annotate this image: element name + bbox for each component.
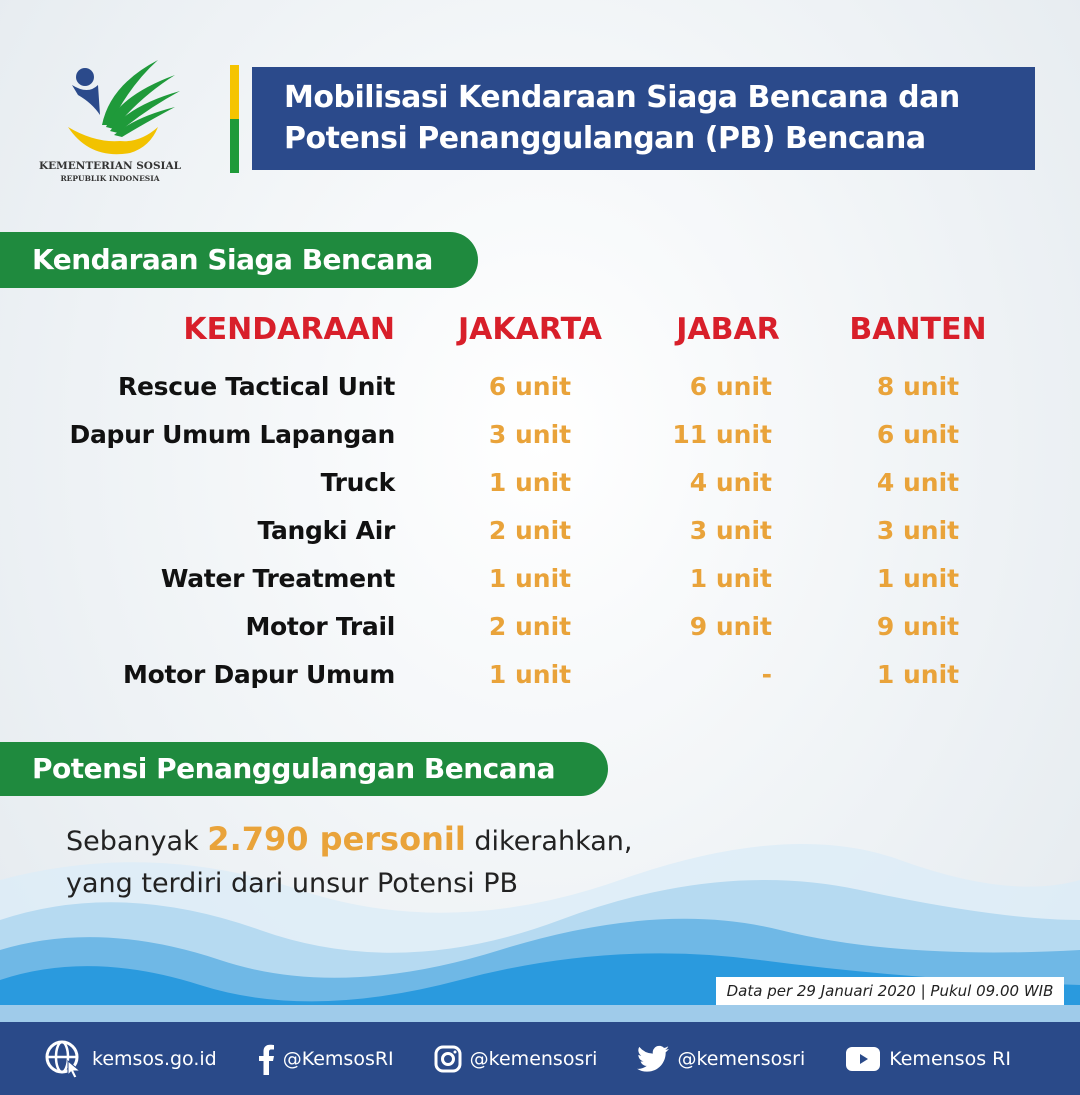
jakarta-value: 2 unit <box>488 612 572 641</box>
facebook-icon <box>257 1043 275 1075</box>
vehicle-name: Tangki Air <box>257 516 395 545</box>
twitter-icon <box>637 1045 669 1073</box>
youtube-icon <box>845 1046 881 1072</box>
jakarta-value: 3 unit <box>488 420 572 449</box>
footer-facebook[interactable] <box>257 1043 394 1075</box>
personnel-summary-line2: yang terdiri dari unsur Potensi PB <box>66 868 519 899</box>
table-row <box>0 612 1080 652</box>
instagram-label: @kemensosri <box>469 1047 598 1070</box>
section-header-potensi: Potensi Penanggulangan Bencana <box>0 742 608 796</box>
jabar-value: 11 unit <box>672 420 772 449</box>
vehicle-name: Dapur Umum Lapangan <box>69 420 395 449</box>
jabar-value: 1 unit <box>689 564 772 593</box>
banten-value: 1 unit <box>876 660 960 689</box>
table-row <box>0 660 1080 700</box>
jakarta-value: 6 unit <box>488 372 572 401</box>
jabar-value: 3 unit <box>689 516 772 545</box>
banten-value: 1 unit <box>876 564 960 593</box>
logo-subname: REPUBLIK INDONESIA <box>60 174 160 183</box>
vehicle-name: Water Treatment <box>160 564 395 593</box>
globe-icon <box>44 1039 84 1079</box>
accent-bar-green <box>230 119 239 173</box>
title-line-1: Mobilisasi Kendaraan Siaga Bencana dan <box>284 80 960 115</box>
banten-value: 6 unit <box>876 420 960 449</box>
footer-band <box>0 1005 1080 1022</box>
instagram-icon <box>434 1045 462 1073</box>
vehicle-name: Truck <box>320 468 395 497</box>
jabar-value: 9 unit <box>689 612 772 641</box>
header-jabar: JABAR <box>676 312 780 347</box>
banten-value: 4 unit <box>876 468 960 497</box>
summary-pre: Sebanyak <box>66 826 208 857</box>
page-title <box>252 67 1035 170</box>
jakarta-value: 2 unit <box>488 516 572 545</box>
header-jakarta: JAKARTA <box>458 312 602 347</box>
vehicle-name: Motor Dapur Umum <box>123 660 395 689</box>
accent-bar-yellow <box>230 65 239 119</box>
data-date-note: Data per 29 Januari 2020 | Pukul 09.00 WIB <box>716 977 1064 1005</box>
twitter-label: @kemensosri <box>677 1047 806 1070</box>
vehicle-name: Rescue Tactical Unit <box>118 372 395 401</box>
website-label: kemsos.go.id <box>92 1047 217 1070</box>
table-row <box>0 564 1080 604</box>
footer <box>0 1022 1080 1095</box>
facebook-label: @KemsosRI <box>282 1047 394 1070</box>
jakarta-value: 1 unit <box>488 468 572 497</box>
table-row <box>0 516 1080 556</box>
table-row <box>0 372 1080 412</box>
logo-name: KEMENTERIAN SOSIAL <box>39 160 181 172</box>
banten-value: 3 unit <box>876 516 960 545</box>
jabar-value: - <box>761 660 772 689</box>
table-row <box>0 420 1080 460</box>
footer-instagram[interactable] <box>434 1045 598 1073</box>
footer-youtube[interactable] <box>845 1046 1011 1072</box>
summary-post: dikerahkan, <box>465 826 633 857</box>
section-header-vehicles: Kendaraan Siaga Bencana <box>0 232 478 288</box>
personnel-count: 2.790 personil <box>207 820 466 858</box>
footer-website[interactable] <box>44 1039 217 1079</box>
personnel-summary <box>66 820 632 858</box>
title-line-2: Potensi Penanggulangan (PB) Bencana <box>284 121 926 156</box>
footer-twitter[interactable] <box>637 1045 805 1073</box>
header-banten: BANTEN <box>849 312 987 347</box>
header-kendaraan: KENDARAAN <box>183 312 395 347</box>
banten-value: 8 unit <box>876 372 960 401</box>
jakarta-value: 1 unit <box>488 564 572 593</box>
jabar-value: 4 unit <box>689 468 772 497</box>
youtube-label: Kemensos RI <box>889 1047 1011 1070</box>
table-row <box>0 468 1080 508</box>
vehicle-name: Motor Trail <box>245 612 395 641</box>
banten-value: 9 unit <box>876 612 960 641</box>
jakarta-value: 1 unit <box>488 660 572 689</box>
jabar-value: 6 unit <box>689 372 772 401</box>
